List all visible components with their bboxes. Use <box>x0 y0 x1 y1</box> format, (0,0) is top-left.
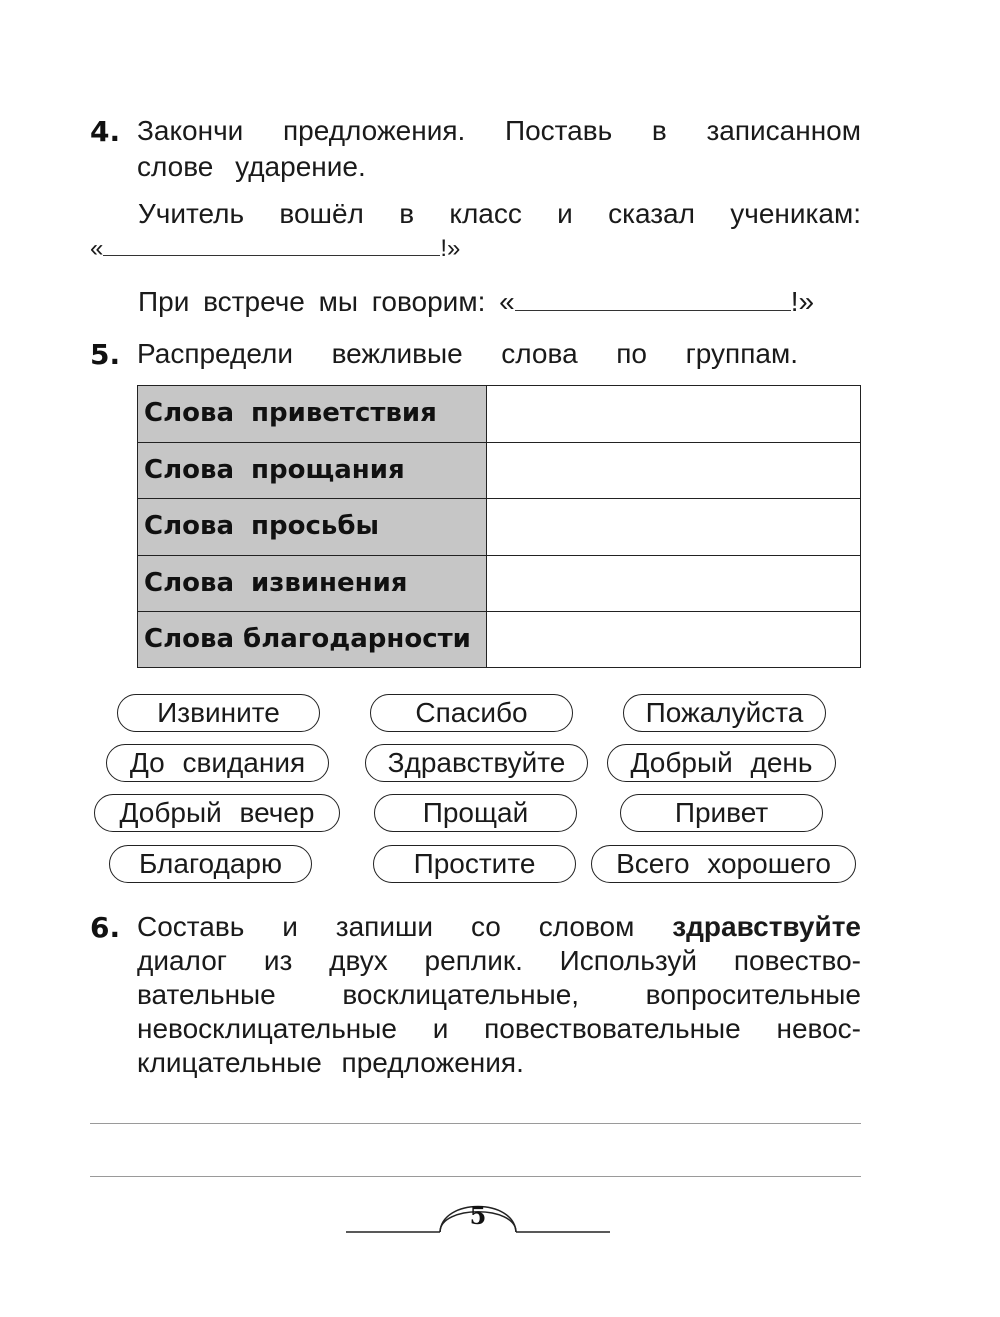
table-row <box>138 443 860 500</box>
task-5-instruction: Распредели вежливые слова по группам. <box>137 338 798 369</box>
word-chip[interactable]: Привет <box>620 794 823 832</box>
task-6-instruction-line-4: невосклицательные и повествовательные невос- <box>137 1013 861 1044</box>
word-chip[interactable]: Добрый вечер <box>94 794 340 832</box>
keyword-zdravstvuyte: здравствуйте <box>672 911 861 942</box>
answer-cell[interactable] <box>487 443 860 499</box>
table-row <box>138 612 860 667</box>
task-6-text: Составь и запиши со словом <box>137 911 673 942</box>
sentence-2-blank[interactable] <box>515 288 791 311</box>
sentence-2-text: При встрече мы говорим: « <box>138 286 515 317</box>
task-5-number: 5. <box>90 338 121 371</box>
answer-cell[interactable] <box>487 386 860 442</box>
row-label: Слова извинения <box>138 556 487 612</box>
row-label: Слова прощания <box>138 443 487 499</box>
sentence-1-text: Учитель вошёл в класс и сказал ученикам: <box>138 198 861 229</box>
task-6-number: 6. <box>90 911 121 944</box>
task-4-instruction-line-2: слове ударение. <box>137 151 366 182</box>
word-chip[interactable]: Спасибо <box>370 694 573 732</box>
sentence-1-answer <box>90 232 460 266</box>
answer-cell[interactable] <box>487 556 860 612</box>
sentence-1-open-quote: « <box>90 235 104 262</box>
task-4-number: 4. <box>90 115 121 148</box>
word-chip[interactable]: Всего хорошего <box>591 845 856 883</box>
sentence-1-close-quote: !» <box>440 235 461 262</box>
task-6-instruction-line-2: диалог из двух реплик. Используй повество- <box>137 945 861 976</box>
table-row <box>138 499 860 556</box>
page-number: 5 <box>469 1201 487 1230</box>
sentence-2-close-quote: !» <box>790 286 815 317</box>
task-4-instruction-line-1: Закончи предложения. Поставь в записанном <box>137 115 861 146</box>
answer-cell[interactable] <box>487 612 860 667</box>
table-row <box>138 556 860 613</box>
writing-line[interactable] <box>90 1123 861 1124</box>
groups-table <box>137 385 861 668</box>
word-chip[interactable]: Извините <box>117 694 320 732</box>
word-chip[interactable]: До свидания <box>106 744 329 782</box>
word-chip[interactable]: Прощай <box>374 794 577 832</box>
task-6-instruction-line-5: клицательные предложения. <box>137 1047 524 1078</box>
word-chip[interactable]: Здравствуйте <box>365 744 588 782</box>
answer-cell[interactable] <box>487 499 860 555</box>
word-chip[interactable]: Простите <box>373 845 576 883</box>
writing-line[interactable] <box>90 1176 861 1177</box>
word-chip[interactable]: Пожалуйста <box>623 694 826 732</box>
row-label: Слова приветствия <box>138 386 487 442</box>
word-chip[interactable]: Благодарю <box>109 845 312 883</box>
task-6-instruction-line-1 <box>137 910 861 944</box>
sentence-1-blank[interactable] <box>103 233 440 256</box>
task-6-instruction-line-3: вательные восклицательные, вопросительные <box>137 979 861 1010</box>
row-label: Слова благодарности <box>138 612 487 667</box>
word-chip[interactable]: Добрый день <box>607 744 836 782</box>
sentence-2 <box>138 285 861 319</box>
table-row <box>138 386 860 443</box>
row-label: Слова просьбы <box>138 499 487 555</box>
